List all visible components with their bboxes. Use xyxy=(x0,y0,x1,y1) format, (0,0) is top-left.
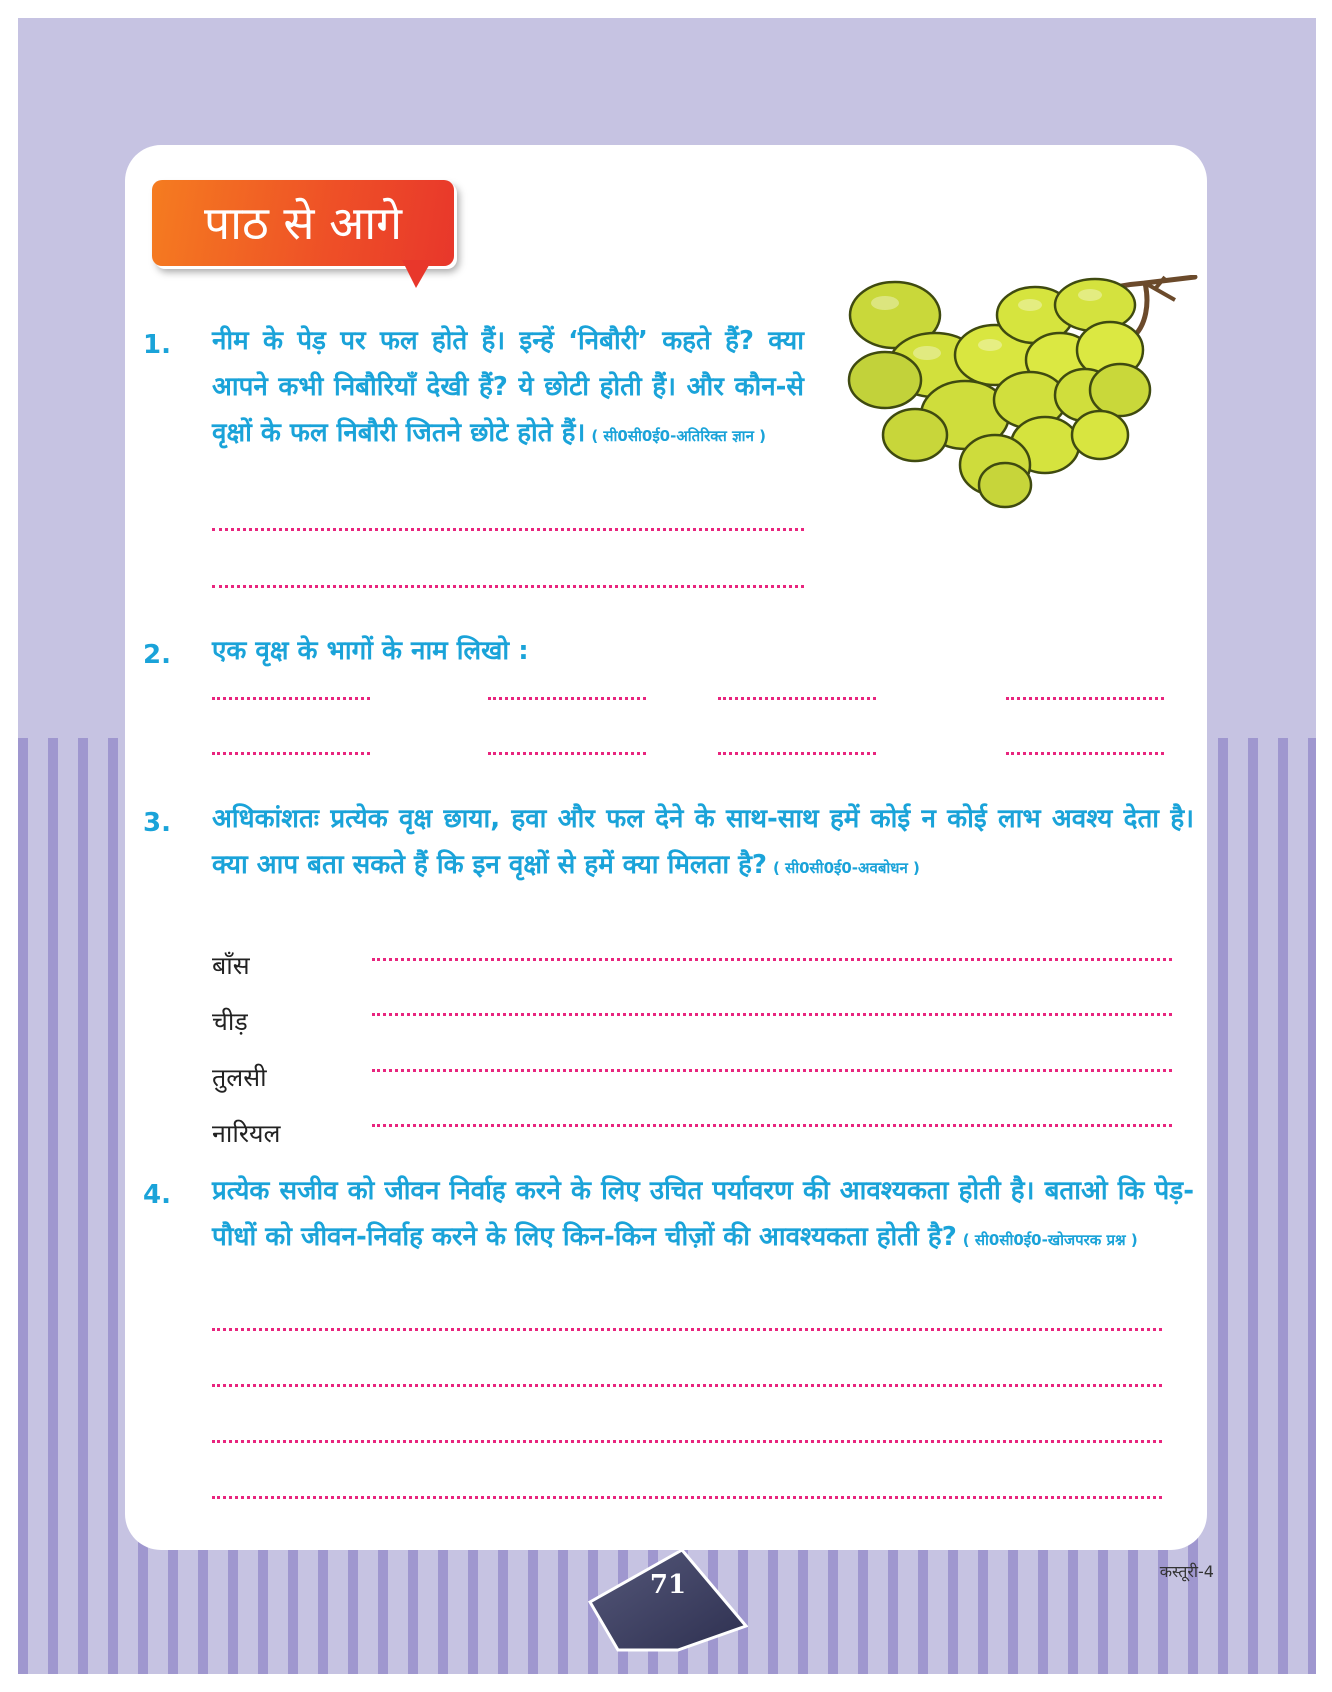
answer-blank[interactable] xyxy=(488,697,646,700)
page-number-badge xyxy=(588,1550,748,1652)
question-3-text xyxy=(212,796,1194,891)
answer-blank[interactable] xyxy=(1006,752,1164,755)
answer-blank[interactable] xyxy=(1006,697,1164,700)
tree-label-coconut: नारियल xyxy=(212,1119,281,1148)
question-1-text xyxy=(212,318,804,459)
answer-blank[interactable] xyxy=(718,752,876,755)
answer-line[interactable] xyxy=(212,528,804,531)
question-4-tag: ( सी0सी0ई0-खोजपरक प्रश्न ) xyxy=(962,1231,1138,1249)
tree-label-bamboo: बाँस xyxy=(212,951,250,980)
question-4-body: प्रत्येक सजीव को जीवन निर्वाह करने के लिए उचित पर्यावरण की आवश्यकता होती है। बताओ कि पेड़-पौधों को जीवन-निर्वाह करने के लिए किन-किन चीज़ों की आवश्यकता होती है? xyxy=(212,1176,1194,1252)
page-number: 71 xyxy=(649,1570,687,1600)
answer-blank[interactable] xyxy=(488,752,646,755)
question-4-number: 4. xyxy=(143,1180,171,1210)
footer-book-name: कस्तूरी-4 xyxy=(1159,1562,1214,1581)
answer-line[interactable] xyxy=(212,1328,1162,1331)
page-number-shape xyxy=(588,1550,748,1652)
answer-line[interactable] xyxy=(212,1384,1162,1387)
answer-line[interactable] xyxy=(372,958,1172,961)
question-3-tag: ( सी0सी0ई0-अवबोधन ) xyxy=(773,859,920,877)
question-2-text: एक वृक्ष के भागों के नाम लिखो : xyxy=(212,636,529,666)
answer-line[interactable] xyxy=(372,1124,1172,1127)
tree-label-pine: चीड़ xyxy=(212,1007,248,1036)
answer-line[interactable] xyxy=(212,585,804,588)
answer-line[interactable] xyxy=(212,1440,1162,1443)
answer-blank[interactable] xyxy=(212,697,370,700)
question-3-body: अधिकांशतः प्रत्येक वृक्ष छाया, हवा और फल देने के साथ-साथ हमें कोई न कोई लाभ अवश्य देता है। क्या आप बता सकते हैं कि इन वृक्षों से हमें क्या मिलता है? xyxy=(212,804,1194,880)
section-title: पाठ से आगे xyxy=(203,196,403,250)
answer-blank[interactable] xyxy=(718,697,876,700)
tree-label-tulsi: तुलसी xyxy=(212,1063,267,1092)
answer-blank[interactable] xyxy=(212,752,370,755)
grapes-illustration xyxy=(845,275,1200,515)
answer-line[interactable] xyxy=(372,1013,1172,1016)
question-4-text xyxy=(212,1168,1194,1263)
question-1-tag: ( सी0सी0ई0-अतिरिक्त ज्ञान ) xyxy=(591,427,766,445)
question-1-body: नीम के पेड़ पर फल होते हैं। इन्हें ‘निबौरी’ कहते हैं? क्या आपने कभी निबौरियाँ देखी हैं? ये छोटी होती हैं। और कौन-से वृक्षों के फल निबौरी जितने छोटे होते हैं। xyxy=(212,326,804,448)
question-3-number: 3. xyxy=(143,808,171,838)
answer-line[interactable] xyxy=(372,1069,1172,1072)
answer-line[interactable] xyxy=(212,1496,1162,1499)
question-2-number: 2. xyxy=(143,640,171,670)
question-1-number: 1. xyxy=(143,330,171,360)
